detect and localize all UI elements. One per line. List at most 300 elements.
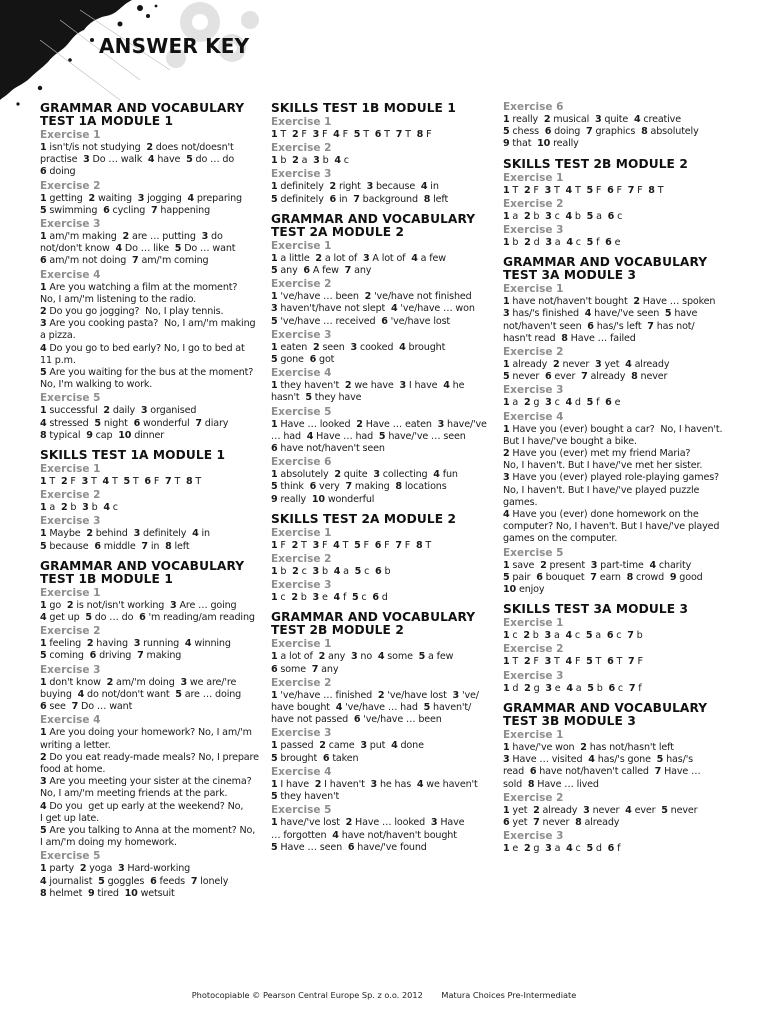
- item-number: 2: [334, 469, 341, 481]
- exercise-label: Exercise 1: [503, 617, 564, 630]
- section-title-line: SKILLS TEST 3A MODULE 3: [503, 602, 689, 617]
- exercise-exercise-1: [271, 240, 495, 277]
- item-number: 4: [77, 688, 85, 700]
- answer-line: computer? No, I haven't. But I have/'ve played: [503, 521, 720, 533]
- item-number: 8: [40, 429, 47, 441]
- answer-line: 2 Do you go jogging? No, I play tennis.: [40, 306, 224, 318]
- answer-line: 1 d 2 g 3 e 4 a 5 b 6 c 7 f: [503, 682, 642, 694]
- answer-line: 5 think 6 very 7 making 8 locations: [271, 481, 447, 493]
- answer-line: 1 Maybe 2 behind 3 definitely 4 in: [40, 528, 210, 540]
- answer-lines: [40, 193, 262, 217]
- item-number: 4: [184, 638, 192, 650]
- item-number: 8: [648, 184, 655, 196]
- section-title: [503, 256, 729, 282]
- item-number: 7: [627, 184, 635, 196]
- answer-lines: [40, 405, 262, 442]
- item-number: 7: [628, 682, 636, 694]
- answer-line: 5 any 6 A few 7 any: [271, 265, 372, 277]
- item-number: 6: [322, 752, 330, 764]
- item-number: 6: [375, 566, 382, 578]
- item-number: 3: [545, 682, 552, 694]
- answer-line: 3 haven't/have not slept 4 've/have … won: [271, 303, 475, 315]
- answer-line: 5 definitely 6 in 7 background 8 left: [271, 193, 449, 205]
- item-number: 5: [661, 804, 668, 816]
- item-number: 1: [271, 155, 278, 167]
- item-number: 6: [607, 184, 614, 196]
- section-title: [271, 102, 495, 115]
- answer-line: 4 Do you get up early at the weekend? No,: [40, 800, 244, 812]
- item-number: 3: [544, 630, 552, 642]
- answer-line: 1 Have you (ever) bought a car? No, I haven't.: [503, 423, 723, 435]
- item-number: 8: [415, 539, 423, 551]
- item-number: 2: [292, 155, 299, 167]
- item-number: 1: [40, 863, 47, 875]
- exercise-exercise-1: [271, 116, 495, 141]
- item-number: 5: [271, 315, 278, 327]
- item-number: 2: [313, 341, 320, 353]
- item-number: 4: [566, 843, 573, 855]
- item-number: 3: [40, 318, 47, 330]
- exercise-label: Exercise 2: [271, 676, 332, 689]
- answer-line: 3 has/'s finished 4 have/'ve seen 5 have: [503, 308, 698, 320]
- answer-lines: [271, 566, 495, 578]
- section-title-line: GRAMMAR AND VOCABULARY: [40, 558, 245, 573]
- item-number: 5: [503, 371, 510, 383]
- item-number: 3: [118, 863, 125, 875]
- item-number: 3: [595, 359, 602, 371]
- answer-line: 4 get up 5 do … do 6 'm reading/am reading: [40, 612, 255, 624]
- answer-line: 9 really 10 wonderful: [271, 493, 375, 505]
- item-number: 1: [271, 181, 278, 193]
- section-title: [503, 603, 729, 616]
- exercise-label: Exercise 1: [40, 586, 101, 599]
- exercise-label: Exercise 1: [271, 638, 332, 651]
- item-number: 4: [147, 154, 155, 166]
- answer-lines: [503, 683, 729, 695]
- item-number: 6: [271, 443, 278, 455]
- item-number: 10: [124, 887, 138, 899]
- answer-line: 2 Have you (ever) met my friend Maria?: [503, 448, 691, 460]
- answer-lines: [271, 253, 495, 277]
- item-number: 5: [40, 204, 47, 216]
- answer-line: 1 already 2 never 3 yet 4 already: [503, 359, 670, 371]
- item-number: 3: [452, 689, 460, 701]
- answer-line: But I have/'ve bought a bike.: [503, 435, 637, 447]
- answer-lines: [271, 740, 495, 764]
- exercise-exercise-1: [40, 587, 262, 624]
- exercise-exercise-3: [503, 384, 729, 409]
- answer-line: 1 T 2 F 3 T 4 T 5 T 6 F 7 T 8 T: [40, 476, 202, 488]
- item-number: 4: [565, 630, 573, 642]
- item-number: 1: [40, 281, 47, 293]
- item-number: 3: [360, 740, 367, 752]
- item-number: 1: [40, 638, 47, 650]
- item-number: 7: [647, 320, 654, 332]
- exercise-label: Exercise 4: [503, 410, 564, 423]
- exercise-label: Exercise 4: [40, 268, 101, 281]
- answer-line: 9 that 10 really: [503, 138, 579, 150]
- item-number: 1: [503, 296, 510, 308]
- exercise-label: Exercise 6: [271, 456, 332, 469]
- item-number: 4: [588, 754, 595, 766]
- item-number: 5: [271, 354, 278, 366]
- item-number: 2: [345, 817, 353, 829]
- item-number: 5: [586, 237, 594, 249]
- item-number: 3: [545, 210, 552, 222]
- answer-line: 1 don't know 2 am/'m doing 3 we are/'re: [40, 676, 237, 688]
- answer-line: 5 've/have … received 6 've/have lost: [271, 315, 451, 327]
- exercise-label: Exercise 2: [503, 791, 564, 804]
- answer-line: not/haven't seen 6 has/'s left 7 has not/: [503, 320, 695, 332]
- item-number: 3: [312, 592, 320, 604]
- exercise-label: Exercise 3: [271, 727, 332, 740]
- answer-line: 6 am/'m not doing 7 am/'m coming: [40, 255, 209, 267]
- item-number: 4: [503, 509, 510, 521]
- item-number: 3: [370, 778, 378, 790]
- item-number: 9: [86, 429, 93, 441]
- item-number: 6: [608, 682, 615, 694]
- answer-line: hasn't 5 they have: [271, 392, 362, 404]
- exercise-exercise-2: [40, 489, 262, 514]
- answer-line: 5 never 6 ever 7 already 8 never: [503, 371, 668, 383]
- answer-line: 2 Do you eat ready-made meals? No, I prepare: [40, 751, 259, 763]
- item-number: 4: [333, 129, 340, 140]
- item-number: 6: [372, 592, 379, 604]
- item-number: 6: [309, 481, 317, 493]
- answer-line: 5 chess 6 doing 7 graphics 8 absolutely: [503, 126, 699, 138]
- item-number: 1: [503, 397, 510, 409]
- item-number: 3: [544, 656, 552, 668]
- item-number: 3: [81, 476, 89, 488]
- exercise-exercise-3: [503, 830, 729, 855]
- exercise-exercise-2: [40, 180, 262, 217]
- item-number: 2: [523, 630, 530, 642]
- exercise-label: Exercise 3: [503, 224, 564, 237]
- answer-line: 5 they haven't: [271, 791, 340, 803]
- item-number: 6: [545, 371, 552, 383]
- item-number: 8: [561, 332, 568, 344]
- answer-line: 6 yet 7 never 8 already: [503, 816, 620, 828]
- item-number: 7: [581, 371, 588, 383]
- item-number: 4: [443, 380, 450, 392]
- exercise-label: Exercise 2: [271, 278, 332, 291]
- answer-line: 1 a lot of 2 any 3 no 4 some 5 a few: [271, 651, 454, 663]
- item-number: 4: [416, 778, 424, 790]
- exercise-exercise-3: [271, 329, 495, 366]
- item-number: 6: [503, 816, 510, 828]
- exercise-label: Exercise 3: [503, 830, 564, 843]
- item-number: 2: [540, 559, 547, 571]
- answer-lines: [271, 690, 495, 727]
- page-footer: [0, 990, 768, 1000]
- item-number: 9: [669, 571, 677, 583]
- item-number: 7: [141, 540, 148, 552]
- answer-lines: [271, 155, 495, 167]
- item-number: 2: [580, 741, 587, 753]
- item-number: 4: [40, 612, 47, 624]
- item-number: 4: [333, 592, 341, 604]
- item-number: 4: [433, 469, 440, 481]
- item-number: 6: [606, 630, 614, 642]
- item-number: 2: [543, 114, 551, 125]
- answer-lines: [503, 656, 729, 668]
- exercise-label: Exercise 5: [40, 392, 101, 405]
- test-section-grammar-and-vocabulary-test-1b-module-1: [40, 560, 262, 900]
- item-number: 3: [83, 154, 90, 166]
- answer-line: 1 T 2 F 3 F 4 F 5 T 6 T 7 T 8 F: [271, 129, 432, 140]
- item-number: 7: [586, 126, 593, 138]
- answer-line: 1 c 2 b 3 e 4 f 5 c 6 d: [271, 592, 388, 604]
- item-number: 4: [391, 740, 398, 752]
- answer-line: writing a letter.: [40, 739, 111, 751]
- item-number: 7: [628, 656, 635, 668]
- item-number: 1: [271, 817, 278, 829]
- item-number: 5: [503, 126, 510, 138]
- section-title-line: GRAMMAR AND VOCABULARY: [271, 211, 476, 226]
- answer-lines: [271, 779, 495, 803]
- answer-line: 1 b 2 c 3 b 4 a 5 c 6 b: [271, 566, 391, 578]
- answer-line: … had 4 Have … had 5 have/'ve … seen: [271, 430, 466, 442]
- exercise-exercise-2: [503, 792, 729, 829]
- answer-line: 5 Are you talking to Anna at the moment? No,: [40, 824, 256, 836]
- answer-line: 1 Have … looked 2 Have … eaten 3 have/'ve: [271, 418, 487, 430]
- answer-line: 4 stressed 5 night 6 wonderful 7 diary: [40, 417, 229, 429]
- answer-lines: [503, 359, 729, 383]
- item-number: 4: [115, 243, 123, 255]
- item-number: 1: [271, 566, 278, 578]
- item-number: 9: [88, 887, 95, 899]
- exercise-label: Exercise 3: [271, 328, 332, 341]
- exercise-label: Exercise 1: [503, 728, 564, 741]
- item-number: 2: [291, 539, 299, 551]
- answer-line: 1 c 2 b 3 a 4 c 5 a 6 c 7 b: [503, 630, 643, 642]
- answer-line: 1 yet 2 already 3 never 4 ever 5 never: [503, 804, 698, 816]
- item-number: 8: [165, 540, 172, 552]
- answer-line: 1 successful 2 daily 3 organised: [40, 405, 197, 417]
- item-number: 3: [503, 472, 510, 484]
- item-number: 7: [195, 417, 202, 429]
- item-number: 7: [151, 204, 158, 216]
- item-number: 5: [586, 656, 593, 668]
- item-number: 7: [71, 701, 79, 713]
- answer-line: No, I am/'m meeting friends at the park.: [40, 788, 228, 800]
- item-number: 4: [625, 804, 632, 816]
- item-number: 6: [40, 166, 47, 178]
- answer-line: 1 party 2 yoga 3 Hard-working: [40, 863, 191, 875]
- section-title-line: GRAMMAR AND VOCABULARY: [40, 101, 245, 115]
- exercise-label: Exercise 2: [271, 142, 332, 155]
- item-number: 6: [150, 875, 157, 887]
- item-number: 3: [503, 754, 510, 766]
- item-number: 3: [312, 566, 320, 578]
- item-number: 7: [654, 766, 662, 778]
- item-number: 5: [271, 791, 278, 803]
- item-number: 8: [423, 193, 431, 205]
- page-title: ANSWER KEY: [99, 34, 250, 58]
- item-number: 1: [40, 528, 47, 540]
- item-number: 3: [350, 341, 358, 353]
- answer-lines: [271, 181, 495, 205]
- exercise-exercise-1: [503, 283, 729, 345]
- item-number: 6: [587, 320, 594, 332]
- answer-line: 1 have/'ve lost 2 Have … looked 3 Have: [271, 817, 465, 829]
- item-number: 2: [524, 237, 531, 249]
- item-number: 5: [351, 592, 359, 604]
- item-number: 5: [354, 566, 362, 578]
- answer-line: … forgotten 4 have not/haven't bought: [271, 829, 457, 841]
- item-number: 3: [312, 129, 320, 140]
- item-number: 4: [399, 341, 406, 353]
- item-number: 6: [381, 315, 388, 327]
- item-number: 1: [503, 114, 510, 125]
- item-number: 10: [311, 493, 325, 505]
- item-number: 6: [40, 701, 47, 713]
- item-number: 3: [362, 252, 370, 264]
- item-number: 7: [345, 481, 352, 493]
- item-number: 6: [103, 204, 110, 216]
- exercise-label: Exercise 2: [40, 179, 101, 192]
- exercise-label: Exercise 1: [503, 171, 564, 184]
- item-number: 3: [40, 776, 47, 788]
- section-title-line: TEST 3B MODULE 3: [503, 713, 636, 728]
- item-number: 4: [332, 829, 339, 841]
- answer-line: 4 Have you (ever) done homework on the: [503, 509, 699, 521]
- exercise-label: Exercise 3: [40, 515, 101, 528]
- answer-lines: [40, 476, 262, 488]
- answer-lines: [503, 296, 729, 345]
- item-number: 5: [40, 650, 47, 662]
- exercise-exercise-6: [271, 456, 495, 506]
- test-section-grammar-and-vocabulary-test-2b-module-2: [271, 611, 495, 853]
- item-number: 4: [565, 210, 573, 222]
- item-number: 6: [607, 843, 615, 855]
- item-number: 2: [503, 448, 510, 460]
- item-number: 3: [170, 599, 177, 611]
- item-number: 5: [271, 841, 278, 853]
- item-number: 2: [40, 306, 47, 318]
- answer-line: 1 Are you doing your homework? No, I am/'m: [40, 727, 252, 739]
- item-number: 4: [566, 682, 573, 694]
- item-number: 9: [271, 493, 278, 505]
- item-number: 4: [649, 559, 656, 571]
- item-number: 5: [40, 367, 47, 379]
- answer-lines: [503, 397, 729, 409]
- item-number: 1: [503, 184, 510, 196]
- item-number: 1: [40, 676, 47, 688]
- item-number: 3: [140, 405, 148, 417]
- item-number: 5: [175, 688, 182, 700]
- item-number: 2: [291, 592, 298, 604]
- answer-line: 1 isn't/is not studying 2 does not/doesn't: [40, 142, 234, 153]
- item-number: 4: [333, 566, 341, 578]
- section-title-line: GRAMMAR AND VOCABULARY: [271, 610, 476, 625]
- item-number: 2: [329, 181, 337, 193]
- item-number: 2: [523, 184, 531, 196]
- item-number: 2: [79, 863, 87, 875]
- item-number: 3: [180, 676, 187, 688]
- exercise-label: Exercise 2: [271, 553, 332, 566]
- exercise-exercise-2: [503, 346, 729, 383]
- exercise-label: Exercise 2: [503, 197, 564, 210]
- item-number: 1: [271, 380, 278, 392]
- exercise-label: Exercise 5: [271, 405, 332, 418]
- answer-line: 5 Are you waiting for the bus at the moment?: [40, 367, 254, 379]
- answer-lines: [271, 291, 495, 328]
- answer-line: 6 have not/haven't seen: [271, 443, 385, 455]
- item-number: 3: [545, 843, 552, 855]
- answer-line: hasn't read 8 Have … failed: [503, 332, 636, 344]
- answer-line: 5 coming 6 driving 7 making: [40, 650, 182, 662]
- item-number: 2: [315, 252, 322, 264]
- item-number: 1: [503, 359, 510, 371]
- exercise-label: Exercise 1: [40, 129, 101, 141]
- item-number: 2: [314, 778, 322, 790]
- item-number: 5: [586, 210, 594, 222]
- answer-line: No, I am/'m listening to the radio.: [40, 293, 197, 305]
- item-number: 6: [374, 539, 382, 551]
- exercise-exercise-1: [40, 129, 262, 179]
- item-number: 6: [607, 656, 614, 668]
- item-number: 4: [411, 252, 418, 264]
- answer-line: games on the computer.: [503, 533, 618, 545]
- item-number: 10: [118, 429, 132, 441]
- exercise-exercise-5: [40, 392, 262, 442]
- item-number: 2: [377, 689, 385, 701]
- item-number: 6: [144, 476, 151, 488]
- answer-line: 1 feeling 2 having 3 running 4 winning: [40, 638, 231, 650]
- item-number: 4: [420, 181, 428, 193]
- item-number: 3: [545, 237, 552, 249]
- exercise-exercise-1: [271, 527, 495, 552]
- answer-line: 8 typical 9 cap 10 dinner: [40, 429, 165, 441]
- item-number: 2: [103, 405, 110, 417]
- answer-line: 1 save 2 present 3 part-time 4 charity: [503, 559, 692, 571]
- answer-line: read 6 have not/haven't called 7 Have …: [503, 766, 701, 778]
- item-number: 2: [356, 418, 363, 430]
- item-number: 8: [631, 371, 638, 383]
- item-number: 5: [98, 875, 105, 887]
- item-number: 2: [66, 599, 74, 611]
- answer-line: 1 b 2 d 3 a 4 c 5 f 6 e: [503, 237, 621, 249]
- answer-lines: [503, 560, 729, 597]
- answer-line: 1 have not/haven't bought 2 Have … spoken: [503, 296, 716, 308]
- item-number: 4: [390, 303, 398, 315]
- item-number: 8: [395, 481, 402, 493]
- exercise-exercise-5: [503, 547, 729, 597]
- item-number: 7: [311, 663, 319, 675]
- answer-lines: [271, 342, 495, 366]
- section-title-line: SKILLS TEST 1A MODULE 1: [40, 448, 226, 463]
- item-number: 4: [40, 417, 47, 429]
- item-number: 1: [503, 741, 510, 753]
- item-number: 2: [364, 291, 372, 303]
- item-number: 4: [584, 308, 592, 320]
- answer-lines: [40, 231, 262, 268]
- item-number: 3: [590, 559, 598, 571]
- answer-lines: [271, 651, 495, 675]
- section-title-line: TEST 1B MODULE 1: [40, 571, 173, 586]
- item-number: 2: [88, 192, 96, 204]
- item-number: 2: [553, 359, 560, 371]
- item-number: 1: [503, 804, 510, 816]
- item-number: 3: [82, 502, 89, 514]
- item-number: 2: [523, 397, 531, 409]
- item-number: 7: [395, 539, 402, 551]
- item-number: 3: [366, 181, 374, 193]
- exercise-label: Exercise 5: [503, 546, 564, 559]
- item-number: 6: [605, 397, 612, 409]
- section-title: [40, 102, 262, 128]
